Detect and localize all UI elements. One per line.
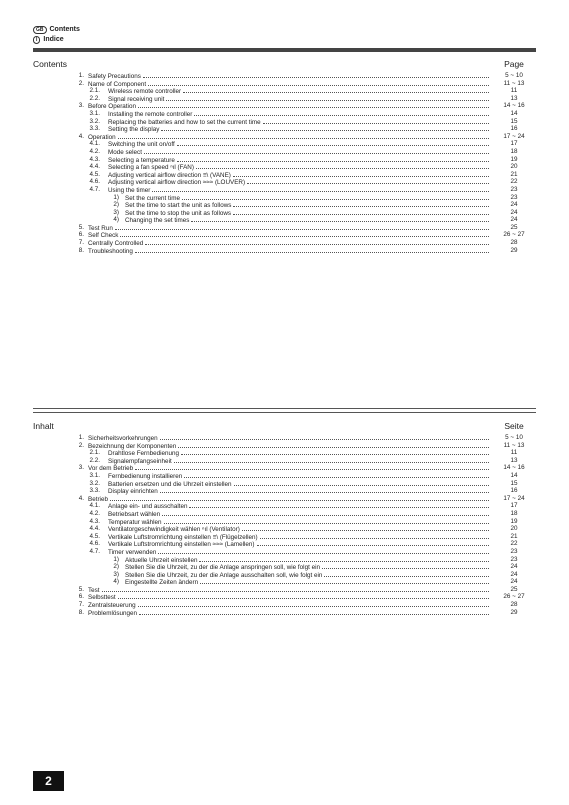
dot-leader [138,102,489,108]
dot-leader [322,563,489,569]
toc-entry-text: Using the timer [108,186,151,194]
toc-entry-number: 2.1. [89,449,100,457]
dot-leader [145,239,489,245]
toc-entry-text: Vertikale Luftstromrichtung einstellen ≡\ (Flügelzellen) [108,533,258,541]
toc-entry-text: Signalempfangseinheit [108,457,172,465]
toc-entry-page: 23 [510,555,518,563]
dot-leader [242,525,489,531]
toc-entry [33,533,536,541]
toc-entry-page: 19 [510,517,518,525]
dot-leader [233,171,489,177]
toc-entry [33,593,536,601]
toc-entry-page: 18 [510,147,518,155]
dot-leader [118,133,489,139]
toc-entry [33,156,536,164]
dot-leader [148,80,489,86]
toc-entry [33,578,536,586]
toc-entry [33,434,536,442]
toc-entry-text: Aktuelle Uhrzeit einstellen [125,556,198,564]
dot-leader [182,194,489,200]
toc-entry-text: Mode select [108,148,142,156]
toc-entry-number: 1) [113,555,119,563]
toc-entry [33,239,536,247]
gb-badge: GB [33,26,47,34]
toc-entry-text: Fernbedienung installieren [108,472,183,480]
toc-entry-page: 11 ~ 13 [503,441,525,449]
language-header [33,25,80,45]
toc-entry-number: 4.6. [89,540,100,548]
toc-entry [33,609,536,617]
toc-entry-page: 21 [510,170,518,178]
dot-leader [160,434,489,440]
toc-entry-number: 4. [78,494,84,502]
toc-entry-number: 3.3. [89,125,100,133]
toc-entry-page: 24 [510,570,518,578]
toc-entry [33,502,536,510]
toc-entry-page: 13 [510,94,518,102]
toc-entry-number: 4.2. [89,147,100,155]
toc-entry [33,186,536,194]
toc-entry-number: 4) [113,578,119,586]
dot-leader [177,156,489,162]
toc-entry [33,80,536,88]
toc-entry [33,247,536,255]
toc-entry-page: 29 [510,608,518,616]
dot-leader [233,209,489,215]
toc-entry-number: 3. [78,464,84,472]
toc-english-title: Contents [33,59,68,69]
toc-entry-page: 29 [510,246,518,254]
toc-entry-page: 17 ~ 24 [503,494,525,502]
toc-entry [33,442,536,450]
dot-leader [135,464,489,470]
toc-entry-number: 2.1. [89,87,100,95]
toc-entry-page: 14 ~ 16 [503,464,525,472]
dot-leader [118,593,489,599]
dot-leader [152,186,489,192]
toc-entry-number: 4.2. [89,509,100,517]
toc-entry-text: Test Run [88,224,113,232]
toc-german-entries [33,434,536,616]
toc-entry-text: Sicherheitsvorkehrungen [88,435,158,442]
toc-english-page-label: Page [504,59,524,69]
toc-entry-text: Bezeichnung der Komponenten [88,442,177,450]
toc-entry-text: Changing the set times [125,217,190,225]
toc-entry-text: Test [88,586,100,594]
dot-leader [199,556,489,562]
toc-german-head [33,421,536,434]
toc-german [33,421,536,616]
toc-entry-page: 11 [510,449,518,457]
toc-entry-number: 3.2. [89,117,100,125]
toc-entry-text: Eingestellte Zeiten ändern [125,579,199,587]
dot-leader [177,140,489,146]
dot-leader [196,163,489,169]
toc-entry-text: Drahtlose Fernbedienung [108,450,180,458]
dot-leader [120,231,489,237]
toc-entry-number: 2.2. [89,456,100,464]
dot-leader [178,442,489,448]
dot-leader [138,601,489,607]
dot-leader [161,125,489,131]
toc-entry-page: 14 [510,109,518,117]
toc-entry-page: 24 [510,563,518,571]
toc-entry-text: Adjusting vertical airflow direction ≈≈≈ (LOUVER) [108,179,246,187]
toc-entry-number: 5. [78,585,84,593]
toc-entry-number: 3.2. [89,479,100,487]
toc-entry [33,525,536,533]
dot-leader [144,148,489,154]
toc-entry [33,178,536,186]
dot-leader [164,518,489,524]
toc-entry-page: 22 [510,540,518,548]
toc-entry [33,216,536,224]
toc-entry [33,118,536,126]
dot-leader [110,495,489,501]
toc-entry-page: 24 [510,216,518,224]
toc-entry [33,487,536,495]
toc-entry-text: Replacing the batteries and how to set the current time [108,118,261,126]
dot-leader [260,533,489,539]
toc-entry-number: 5. [78,223,84,231]
toc-entry-number: 3.1. [89,109,100,117]
dot-leader [189,502,489,508]
indice-label: Indice [43,36,64,43]
toc-entry-page: 15 [510,117,518,125]
toc-entry-number: 2) [113,563,119,571]
toc-entry-number: 8. [78,246,84,254]
toc-entry-number: 4.4. [89,163,100,171]
toc-english-head [33,59,536,72]
toc-entry [33,495,536,503]
toc-entry-page: 26 ~ 27 [503,593,525,601]
toc-entry-text: Switching the unit on/off [108,141,175,149]
toc-entry-page: 17 [510,140,518,148]
toc-entry [33,171,536,179]
toc-entry [33,163,536,171]
toc-entry-page: 11 [510,87,518,95]
toc-entry-text: Installing the remote controller [108,110,193,118]
toc-entry-text: Vertikale Luftstromrichtung einstellen ≈≈≈ (Lamellen) [108,541,255,549]
dot-leader [191,216,489,222]
toc-english [33,59,536,254]
toc-entry-text: Before Operation [88,103,136,111]
toc-entry-page: 25 [510,585,518,593]
toc-entry-number: 4.1. [89,140,100,148]
toc-entry-page: 24 [510,201,518,209]
toc-entry-page: 21 [510,532,518,540]
toc-entry-leader [88,609,489,618]
toc-entry-page: 16 [510,487,518,495]
dot-leader [174,457,489,463]
toc-entry [33,449,536,457]
toc-entry-number: 4.3. [89,517,100,525]
toc-entry-number: 4.4. [89,525,100,533]
toc-entry-text: Temperatur wählen [108,518,162,526]
page-number: 2 [33,771,64,791]
toc-entry [33,510,536,518]
toc-entry-number: 6. [78,593,84,601]
toc-entry-page: 11 ~ 13 [503,79,525,87]
toc-entry [33,556,536,564]
dot-leader [200,578,489,584]
toc-entry-page: 28 [510,239,518,247]
dot-leader [324,571,489,577]
toc-entry-number: 4.5. [89,170,100,178]
toc-entry-number: 4. [78,132,84,140]
dot-leader [257,540,489,546]
dot-leader [158,548,489,554]
lang-row-gb [33,25,80,35]
toc-entry-text: Selecting a fan speed ⁿıl (FAN) [108,164,194,172]
toc-entry-text: Self Check [88,232,119,240]
toc-entry-text: Ventilatorgeschwindigkeit wählen ⁿıl (Ventilator) [108,526,240,534]
toc-entry-page: 23 [510,547,518,555]
dot-leader [115,224,489,230]
toc-entry [33,231,536,239]
toc-entry-page: 14 ~ 16 [503,102,525,110]
toc-entry-page: 13 [510,456,518,464]
toc-entry [33,548,536,556]
toc-entry-page: 14 [510,471,518,479]
toc-entry [33,140,536,148]
toc-entry-text: Name of Component [88,80,147,88]
toc-entry-text: Timer verwenden [108,548,157,556]
dot-leader [263,118,489,124]
toc-entry-text: Set the time to stop the unit as follows [125,209,232,217]
toc-entry-number: 4.7. [89,185,100,193]
dot-leader [247,178,489,184]
toc-entry-number: 1. [78,434,84,441]
toc-entry-text: Zentralsteuerung [88,602,136,610]
toc-entry-text: Batterien ersetzen und die Uhrzeit einstellen [108,480,232,488]
toc-entry-page: 19 [510,155,518,163]
toc-entry-number: 3.1. [89,471,100,479]
toc-entry-text: Betriebsart wählen [108,510,161,518]
dot-leader [166,95,489,101]
toc-entry-number: 4) [113,216,119,224]
i-badge: I [33,36,40,44]
toc-entry-text: Anlage ein- und ausschalten [108,503,188,511]
toc-entry-text: Selbsttest [88,594,116,602]
toc-entry-number: 3) [113,208,119,216]
toc-entry-number: 3) [113,570,119,578]
toc-entry [33,464,536,472]
toc-entry-page: 28 [510,601,518,609]
toc-entry [33,480,536,488]
toc-entry [33,72,536,80]
toc-entry [33,194,536,202]
toc-entry [33,586,536,594]
toc-entry-page: 25 [510,223,518,231]
toc-entry [33,209,536,217]
dot-leader [143,72,489,78]
toc-entry [33,133,536,141]
dot-leader [194,110,489,116]
dot-leader [233,201,489,207]
toc-entry-page: 5 ~ 10 [505,434,523,441]
dot-leader [183,87,489,93]
toc-entry-text: Set the current time [125,194,180,202]
toc-entry-page: 22 [510,178,518,186]
toc-entry [33,125,536,133]
toc-entry-number: 4.7. [89,547,100,555]
toc-entry-text: Wireless remote controller [108,88,182,96]
dot-leader [139,609,489,615]
toc-entry [33,95,536,103]
toc-entry-page: 5 ~ 10 [505,72,523,79]
toc-entry-text: Centrally Controlled [88,240,144,248]
toc-entry [33,518,536,526]
toc-entry [33,457,536,465]
contents-label: Contents [49,26,80,33]
toc-entry-page: 18 [510,509,518,517]
toc-entry-number: 4.1. [89,502,100,510]
toc-entry-number: 3.3. [89,487,100,495]
toc-entry-page: 20 [510,163,518,171]
toc-entry-text: Vor dem Betrieb [88,465,134,473]
toc-entry-number: 6. [78,231,84,239]
toc-entry-number: 1) [113,193,119,201]
toc-entry-text: Stellen Sie die Uhrzeit, zu der die Anlage ausschalten soll, wie folgt ein [125,571,323,579]
toc-entry-text: Safety Precautions [88,73,141,80]
toc-entry-page: 17 ~ 24 [503,132,525,140]
lang-row-i [33,35,80,45]
dot-leader [135,247,489,253]
toc-entry-page: 24 [510,578,518,586]
dot-leader [162,510,489,516]
toc-entry-text: Stellen Sie die Uhrzeit, zu der die Anlage anspringen soll, wie folgt ein [125,564,320,572]
toc-entry-number: 2. [78,79,84,87]
toc-german-title: Inhalt [33,421,54,431]
dot-leader [102,586,489,592]
dot-leader [184,472,489,478]
toc-entry-text: Selecting a temperature [108,156,175,164]
toc-entry-number: 4.3. [89,155,100,163]
toc-entry-number: 7. [78,601,84,609]
toc-entry-number: 7. [78,239,84,247]
toc-entry [33,571,536,579]
toc-entry [33,224,536,232]
toc-entry [33,148,536,156]
toc-entry-page: 16 [510,125,518,133]
toc-entry [33,110,536,118]
toc-entry [33,472,536,480]
dot-leader [234,480,489,486]
toc-entry-text: Adjusting vertical airflow direction ≡\ (VANE) [108,171,231,179]
toc-entry-text: Operation [88,133,116,141]
toc-entry-number: 1. [78,72,84,79]
dot-leader [160,487,489,493]
toc-entry-number: 2.2. [89,94,100,102]
toc-entry-text: Troubleshooting [88,247,133,255]
toc-english-entries [33,72,536,254]
toc-entry-page: 15 [510,479,518,487]
section-divider [33,408,536,413]
toc-entry-text: Betrieb [88,495,108,503]
toc-entry [33,540,536,548]
toc-entry-number: 2) [113,201,119,209]
toc-entry-text: Display einrichten [108,488,158,496]
toc-entry-number: 4.5. [89,532,100,540]
toc-entry-page: 24 [510,208,518,216]
toc-entry-page: 26 ~ 27 [503,231,525,239]
toc-entry-text: Setting the display [108,126,160,134]
top-divider [33,48,536,52]
toc-entry-number: 8. [78,608,84,616]
toc-entry-number: 3. [78,102,84,110]
toc-entry-page: 23 [510,193,518,201]
toc-entry-page: 23 [510,185,518,193]
toc-entry-number: 2. [78,441,84,449]
toc-entry [33,87,536,95]
toc-german-page-label: Seite [504,421,524,431]
toc-entry-text: Signal receiving unit [108,95,165,103]
toc-entry [33,102,536,110]
toc-entry [33,601,536,609]
dot-leader [181,449,489,455]
toc-entry-page: 17 [510,502,518,510]
toc-entry-number: 4.6. [89,178,100,186]
toc-entry-text: Problemlösungen [88,609,138,617]
toc-entry-page: 20 [510,525,518,533]
toc-entry [33,201,536,209]
toc-entry [33,563,536,571]
toc-entry-text: Set the time to start the unit as follows [125,202,232,210]
toc-entry-leader [88,247,489,256]
